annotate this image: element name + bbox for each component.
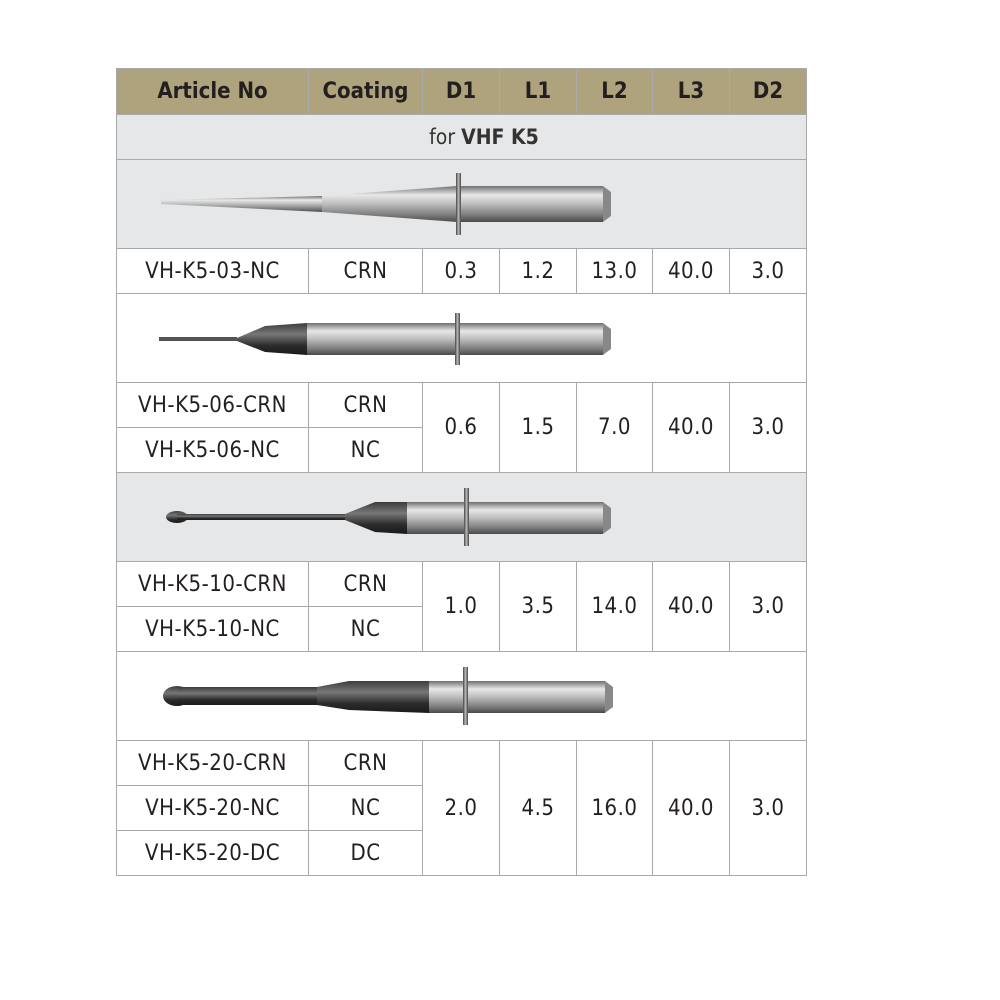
d1-cell: 1.0 [423,562,500,652]
article-no-cell: VH-K5-10-NC [117,607,309,652]
header-l2: L2 [577,69,653,115]
header-d2: D2 [730,69,807,115]
l3-cell: 40.0 [653,249,730,294]
coating-cell: DC [309,831,423,876]
article-no-cell: VH-K5-06-NC [117,428,309,473]
series-row [117,115,807,160]
article-no-cell: VH-K5-03-NC [117,249,309,294]
tool-image-cell [117,473,807,562]
tool-image-cell [117,294,807,383]
article-no-cell: VH-K5-06-CRN [117,383,309,428]
d1-cell: 0.3 [423,249,500,294]
l2-cell: 14.0 [577,562,653,652]
d2-cell: 3.0 [730,741,807,876]
l1-cell: 1.2 [500,249,577,294]
d2-cell: 3.0 [730,249,807,294]
header-d1: D1 [423,69,500,115]
table-row [117,562,807,607]
l1-cell: 1.5 [500,383,577,473]
article-no-cell: VH-K5-20-DC [117,831,309,876]
l1-cell: 3.5 [500,562,577,652]
coating-cell: NC [309,607,423,652]
tool-image-row [117,473,807,562]
series-label [384,125,539,149]
tool-image-cell [117,160,807,249]
d2-cell: 3.0 [730,562,807,652]
l1-cell: 4.5 [500,741,577,876]
header-article-no: Article No [117,69,309,115]
tool-image-row [117,160,807,249]
header-l1: L1 [500,69,577,115]
ball-mill-tool-image [117,473,807,561]
series-prefix: for [429,125,456,149]
table-row [117,383,807,428]
ball-mill-tool-image [117,652,807,740]
d1-cell: 0.6 [423,383,500,473]
coating-cell: NC [309,428,423,473]
tool-image-cell [117,652,807,741]
table-row [117,741,807,786]
d1-cell: 2.0 [423,741,500,876]
mill-tool-image [117,294,807,382]
tool-image-row [117,294,807,383]
d2-cell: 3.0 [730,383,807,473]
header-l3: L3 [653,69,730,115]
table-row [117,249,807,294]
coating-cell: CRN [309,562,423,607]
l2-cell: 16.0 [577,741,653,876]
article-no-cell: VH-K5-20-CRN [117,741,309,786]
l3-cell: 40.0 [653,383,730,473]
tool-image-row [117,652,807,741]
header-row [117,69,807,115]
drill-tool-image [117,160,807,248]
l2-cell: 13.0 [577,249,653,294]
article-no-cell: VH-K5-20-NC [117,786,309,831]
l3-cell: 40.0 [653,562,730,652]
series-cell [117,115,807,160]
coating-cell: CRN [309,383,423,428]
spec-table [116,68,807,876]
header-coating: Coating [309,69,423,115]
l2-cell: 7.0 [577,383,653,473]
coating-cell: CRN [309,249,423,294]
l3-cell: 40.0 [653,741,730,876]
coating-cell: CRN [309,741,423,786]
series-name: VHF K5 [461,125,539,149]
coating-cell: NC [309,786,423,831]
article-no-cell: VH-K5-10-CRN [117,562,309,607]
